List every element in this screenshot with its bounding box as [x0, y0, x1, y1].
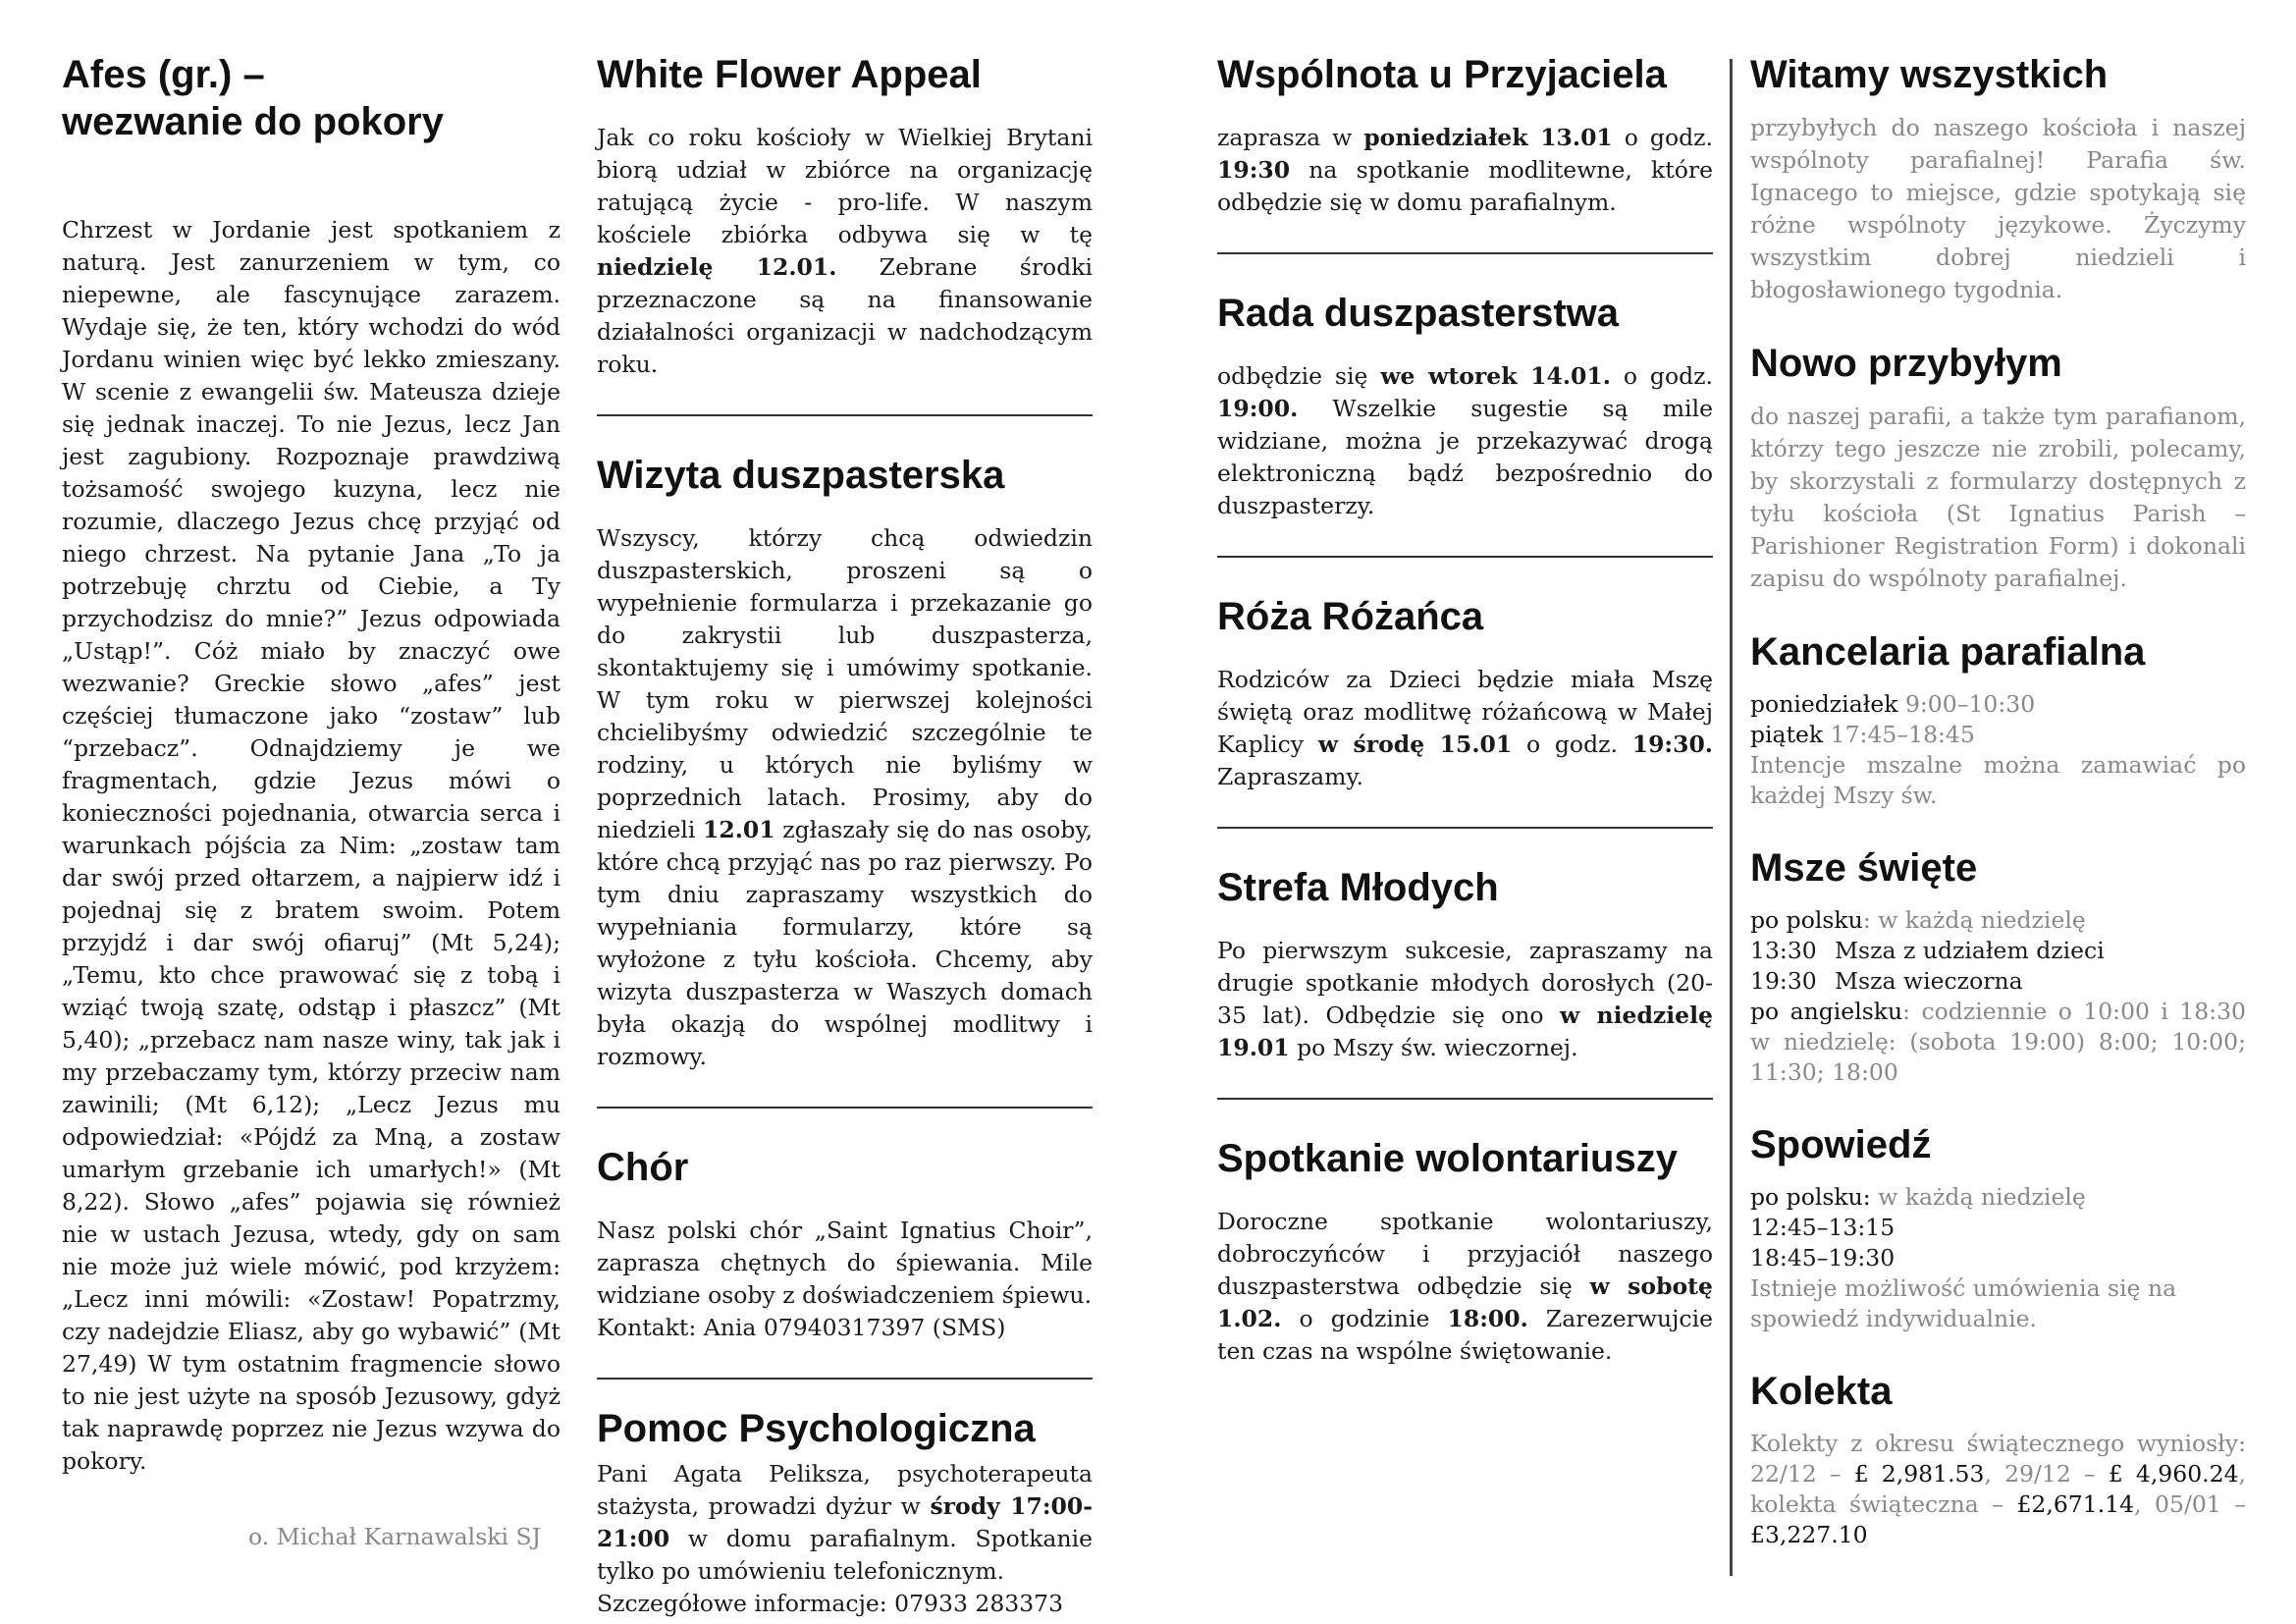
pastoral-council-title: Rada duszpasterstwa [1217, 292, 1620, 335]
choir-section [597, 1144, 1093, 1344]
white-flower-appeal-title: White Flower Appeal [597, 53, 982, 96]
collection-title: Kolekta [1750, 1370, 1893, 1413]
volunteers-meeting-text: Doroczne spotkanie wolontariuszy, dobroczyńców i przyjaciół naszego duszpasterstwa odbędzie się w sobotę 1.02. o godzinie 18:00. Zarezerwujcie ten czas na wspólne świętowanie. [1217, 1208, 1714, 1365]
white-flower-appeal-text: Jak co roku kościoły w Wielkiej Brytani biorą udział w zbiórce na organizację ratującą życie - pro-life. W naszym kościele zbiórka odbywa się w tę niedzielę 12.01. Zebrane środki przeznaczone są na finansowanie działalności organizacji w nadchodzącym roku. [597, 124, 1094, 378]
column-1 [62, 51, 561, 1553]
reflection-title-line2: wezwanie do pokory [62, 100, 444, 143]
reflection-body: Chrzest w Jordanie jest spotkaniem z naturą. Jest zanurzeniem w tym, co niepewne, ale fascynujące zarazem. Wydaje się, że ten, który wchodzi do wód Jordanu winien więc być lekko zmieszany. W scenie z ewangelii św. Mateusza dzieje się jednak inaczej. To nie Jezus, lecz Jan jest zagubiony. Rozpoznaje prawdziwą tożsamość swojego kuzyna, lecz nie rozumie, dlaczego Jezus chcę przyjąć od niego chrzest. Na pytanie Jana „To ja potrzebuję chrztu od Ciebie, a Ty przychodzisz do mnie?” Jezus odpowiada „Ustąp!”. Cóż miało by znaczyć owe wezwanie? Greckie słowo „afes” jest częściej tłumaczone jako “zostaw” lub “przebacz”. Odnajdziemy je we fragmentach, gdzie Jezus mówi o konieczności pojednania, otwarcia serca i warunkach pójścia za Nim: „zostaw tam dar swój przed ołtarzem, a najpierw idź i pojednaj się z bratem swoim. Potem przyjdź i dar swój ofiaruj” (Mt 5,24); „Temu, kto chce prawować się z tobą i wziąć twoją szatę, odstąp i płaszcz” (Mt 5,40); „przebacz nam nasze winy, tak jak i my przebaczamy tym, którzy przeciw nam zawinili; (Mt 6,12); „Lecz Jezus mu odpowiedział: «Pójdź za Mną, a zostaw umarłym grzebanie ich umarłych!» (Mt 8,22). Słowo „afes” pojawia się również nie w ustach Jezusa, wtedy, gdy on sam nie może już wiele mówić, pod krzyżem: „Lecz inni mówili: «Zostaw! Popatrzmy, czy nadejdzie Eliasz, aby go wybawić” (Mt 27,49) W tym ostatnim fragmencie słowo to nie jest użyte na sposób Jezusowy, gdyż tak naprawdę poprzez nie Jezus wzywa do pokory. [62, 216, 561, 1475]
reflection-signature: o. Michał Karnawalski SJ [247, 1523, 541, 1550]
psychological-help-section [597, 1405, 1093, 1620]
masses-english: po angielsku: codziennie o 10:00 i 18:30 w niedzielę: (sobota 19:00) 8:00; 10:00; 11:30; 18:00 [1750, 998, 2246, 1086]
parish-office-title: Kancelaria parafialna [1750, 630, 2146, 674]
choir-title: Chór [597, 1146, 689, 1189]
confession-polish: po polsku: w każdą niedzielę [1750, 1183, 2086, 1211]
rosary-title: Róża Różańca [1217, 595, 1484, 638]
parish-office-section [1750, 628, 2246, 811]
reflection-title [62, 51, 561, 145]
pastoral-council-text: odbędzie się we wtorek 14.01. o godz. 19:00. Wszelkie sugestie są mile widziane, można je przekazywać drogą elektroniczną bądź bezpośrednio do duszpasterzy. [1217, 362, 1713, 519]
column-4 [1750, 51, 2246, 1584]
rosary-text: Rodziców za Dzieci będzie miała Mszę świętą oraz modlitwę różańcową w Małej Kaplicy w środę 15.01 o godz. 19:30. Zapraszamy. [1217, 666, 1713, 790]
mass-row: 19:30 Msza wieczorna [1750, 967, 2023, 995]
divider [1217, 1098, 1713, 1100]
psychological-help-contact: Szczegółowe informacje: 07933 283373 [597, 1590, 1064, 1617]
friend-community-title: Wspólnota u Przyjaciela [1217, 53, 1667, 96]
divider [1217, 252, 1713, 254]
friend-community-section [1217, 51, 1713, 219]
white-flower-appeal-section [597, 51, 1093, 381]
welcome-text: przybyłych do naszego kościoła i naszej wspólnoty parafialnej! Parafia św. Ignacego to miejsce, gdzie spotykają się różne wspólnoty językowe. Życzymy wszystkim dobrej niedzieli i błogosławionego tygodnia. [1750, 114, 2246, 303]
reflection-title-line1: Afes (gr.) – [62, 53, 265, 96]
volunteers-meeting-section [1217, 1135, 1713, 1368]
column-3 [1217, 51, 1713, 1368]
masses-section [1750, 844, 2246, 1088]
divider [597, 414, 1093, 416]
column-divider [1730, 59, 1733, 1576]
masses-title: Msze święte [1750, 846, 1978, 890]
welcome-title: Witamy wszystkich [1750, 53, 2109, 96]
pastoral-visit-section [597, 452, 1093, 1073]
volunteers-meeting-title: Spotkanie wolontariuszy [1217, 1137, 1678, 1180]
newcomers-text: do naszej parafii, a także tym parafianom, którzy tego jeszcze nie zrobili, polecamy, by skorzystali z formularzy dostępnych z tyłu kościoła (St Ignatius Parish – Parishioner Registration Form) i dokonali zapisu do wspólnoty parafialnej. [1750, 403, 2246, 592]
pastoral-visit-text: Wszyscy, którzy chcą odwiedzin duszpasterskich, proszeni są o wypełnienie formularza i przekazanie go do zakrystii lub duszpasterza, skontaktujemy się i umówimy spotkanie. W tym roku w pierwszej kolejności chcielibyśmy odwiedzić szczególnie te rodziny, u których nie byliśmy w poprzednich latach. Prosimy, aby do niedzieli 12.01 zgłaszały się do nas osoby, które chcą przyjąć nas po raz pierwszy. Po tym dniu zapraszamy wszystkich do wypełniania formularzy, które są wyłożone z tyłu kościoła. Chcemy, aby wizyta duszpasterza w Waszych domach była okazją do wspólnej modlitwy i rozmowy. [597, 524, 1093, 1070]
choir-contact: Kontakt: Ania 07940317397 (SMS) [597, 1314, 1006, 1341]
confession-section [1750, 1121, 2246, 1334]
newcomers-title: Nowo przybyłym [1750, 342, 2062, 385]
divider [1217, 556, 1713, 558]
pastoral-visit-title: Wizyta duszpasterska [597, 454, 1005, 497]
youth-zone-text: Po pierwszym sukcesie, zapraszamy na drugie spotkanie młodych dorosłych (20-35 lat). Odbędzie się ono w niedzielę 19.01 po Mszy św. wieczornej. [1217, 937, 1713, 1061]
youth-zone-title: Strefa Młodych [1217, 866, 1499, 909]
column-2 [597, 51, 1093, 1620]
office-hours-monday: poniedziałek 9:00–10:30 [1750, 690, 2036, 718]
confession-title: Spowiedź [1750, 1123, 1932, 1166]
collection-text: Kolekty z okresu świątecznego wyniosły: 22/12 – £ 2,981.53, 29/12 – £ 4,960.24, kolekta świąteczna – £2,671.14, 05/01 – £3,227.10 [1750, 1430, 2247, 1548]
psychological-help-title: Pomoc Psychologiczna [597, 1407, 1036, 1450]
confession-note: Istnieje możliwość umówienia się na spowiedź indywidualnie. [1750, 1274, 2177, 1332]
divider [597, 1107, 1093, 1109]
rosary-section [1217, 593, 1713, 793]
divider [597, 1378, 1093, 1380]
psychological-help-text: Pani Agata Peliksza, psychoterapeuta stażysta, prowadzi dyżur w środy 17:00-21:00 w domu parafialnym. Spotkanie tylko po umówieniu telefonicznym. [597, 1460, 1094, 1585]
masses-polish: po polsku: w każdą niedzielę [1750, 906, 2086, 934]
pastoral-council-section [1217, 290, 1713, 522]
mass-intentions-note: Intencje mszalne można zamawiać po każdej Mszy św. [1750, 751, 2246, 809]
newcomers-section [1750, 340, 2246, 595]
welcome-section [1750, 51, 2246, 306]
choir-text: Nasz polski chór „Saint Ignatius Choir”, zaprasza chętnych do śpiewania. Mile widziane osoby z doświadczeniem śpiewu. [597, 1217, 1093, 1309]
confession-time: 12:45–13:15 [1750, 1214, 1896, 1241]
office-hours-friday: piątek 17:45–18:45 [1750, 721, 1975, 748]
friend-community-text: zaprasza w poniedziałek 13.01 o godz. 19:30 na spotkanie modlitewne, które odbędzie się w domu parafialnym. [1217, 124, 1713, 216]
collection-section [1750, 1368, 2246, 1550]
mass-row: 13:30 Msza z udziałem dzieci [1750, 937, 2105, 964]
divider [1217, 827, 1713, 829]
youth-zone-section [1217, 864, 1713, 1064]
confession-time: 18:45–19:30 [1750, 1244, 1896, 1272]
